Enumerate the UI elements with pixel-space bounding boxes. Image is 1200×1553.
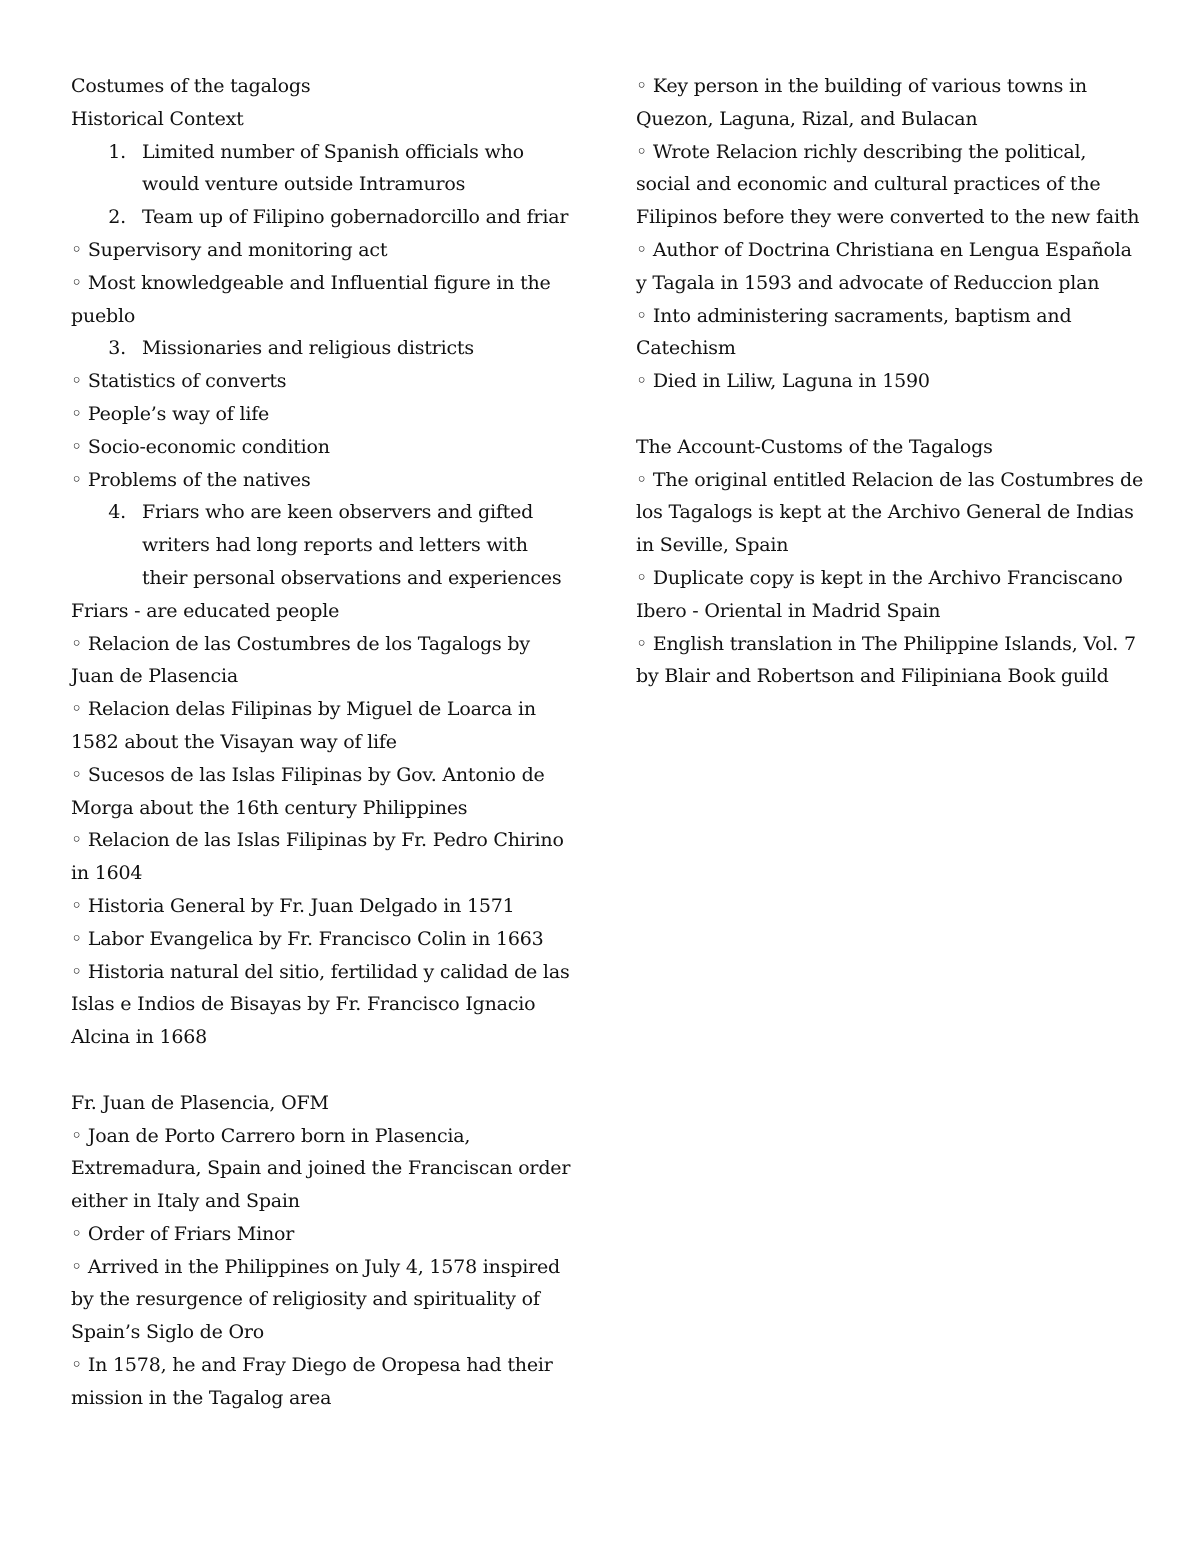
item-number: 4.	[108, 501, 126, 524]
right-column	[636, 70, 1146, 693]
bullet-item: ◦ People’s way of life	[71, 402, 270, 425]
numbered-item-4	[71, 496, 576, 594]
bullet-item: ◦ Arrived in the Philippines on July 4, 1578 inspired by the resurgence of religiosity and spirituality of Spain’s Siglo de Oro	[71, 1255, 560, 1344]
item-text: Friars who are keen observers and gifted writers had long reports and letters with their personal observations and experiences	[142, 501, 562, 589]
bullet-item: ◦ Supervisory and monitoring act	[71, 238, 388, 261]
bullet-item: ◦ Into administering sacraments, baptism and Catechism	[636, 304, 1072, 360]
bullet-item: ◦ Sucesos de las Islas Filipinas by Gov. Antonio de Morga about the 16th century Philippines	[71, 763, 545, 819]
bullet-item: ◦ Historia natural del sitio, fertilidad y calidad de las Islas e Indios de Bisayas by Fr. Francisco Ignacio Alcina in 1668	[71, 960, 570, 1049]
item-text: Missionaries and religious districts	[142, 337, 474, 360]
item-number: 3.	[108, 337, 126, 360]
section-heading-plasencia: Fr. Juan de Plasencia, OFM	[71, 1091, 329, 1114]
friars-line: Friars - are educated people	[71, 599, 340, 622]
bullet-item: ◦ The original entitled Relacion de las Costumbres de los Tagalogs is kept at the Archivo General de Indias in Seville, Spain	[636, 468, 1144, 557]
left-column	[71, 70, 576, 1415]
bullet-item: ◦ Relacion de las Costumbres de los Tagalogs by Juan de Plasencia	[71, 632, 530, 688]
item-number: 2.	[108, 206, 126, 229]
bullet-item: ◦ Historia General by Fr. Juan Delgado in 1571	[71, 894, 515, 917]
blank-line	[636, 398, 1146, 431]
bullet-item: ◦ Labor Evangelica by Fr. Francisco Colin in 1663	[71, 927, 544, 950]
bullet-item: ◦ Joan de Porto Carrero born in Plasencia, Extremadura, Spain and joined the Franciscan order either in Italy and Spain	[71, 1124, 571, 1213]
item-number: 1.	[108, 140, 126, 163]
bullet-item: ◦ Order of Friars Minor	[71, 1222, 295, 1245]
bullet-item: ◦ Problems of the natives	[71, 468, 311, 491]
bullet-item: ◦ Statistics of converts	[71, 370, 287, 393]
bullet-item: ◦ Died in Liliw, Laguna in 1590	[636, 370, 930, 393]
bullet-item: ◦ Relacion delas Filipinas by Miguel de Loarca in 1582 about the Visayan way of life	[71, 698, 536, 753]
section-heading-historical-context: Historical Context	[71, 107, 244, 130]
document-title: Costumes of the tagalogs	[71, 75, 311, 97]
bullet-item: ◦ Most knowledgeable and Influential figure in the pueblo	[71, 271, 551, 327]
bullet-item: ◦ Duplicate copy is kept in the Archivo Franciscano Ibero - Oriental in Madrid Spain	[636, 566, 1123, 622]
numbered-item-2	[71, 201, 576, 234]
item-text: Limited number of Spanish officials who would venture outside Intramuros	[142, 140, 524, 196]
bullet-item: ◦ Author of Doctrina Christiana en Lengua Española y Tagala in 1593 and advocate of Reduccion plan	[636, 238, 1132, 294]
item-text: Team up of Filipino gobernadorcillo and friar	[142, 206, 569, 229]
bullet-item: ◦ Wrote Relacion richly describing the political, social and economic and cultural practices of the Filipinos before they were converted to the new faith	[636, 140, 1140, 229]
bullet-item: ◦ In 1578, he and Fray Diego de Oropesa had their mission in the Tagalog area	[71, 1354, 553, 1409]
section-heading-account: The Account-Customs of the Tagalogs	[636, 435, 993, 458]
numbered-item-3	[71, 332, 576, 365]
blank-line	[71, 1054, 576, 1087]
bullet-item: ◦ English translation in The Philippine Islands, Vol. 7 by Blair and Robertson and Filipiniana Book guild	[636, 632, 1136, 688]
bullet-item: ◦ Relacion de las Islas Filipinas by Fr. Pedro Chirino in 1604	[71, 829, 564, 885]
bullet-item: ◦ Key person in the building of various towns in Quezon, Laguna, Rizal, and Bulacan	[636, 75, 1087, 130]
bullet-item: ◦ Socio-economic condition	[71, 435, 330, 458]
numbered-item-1	[71, 136, 576, 202]
